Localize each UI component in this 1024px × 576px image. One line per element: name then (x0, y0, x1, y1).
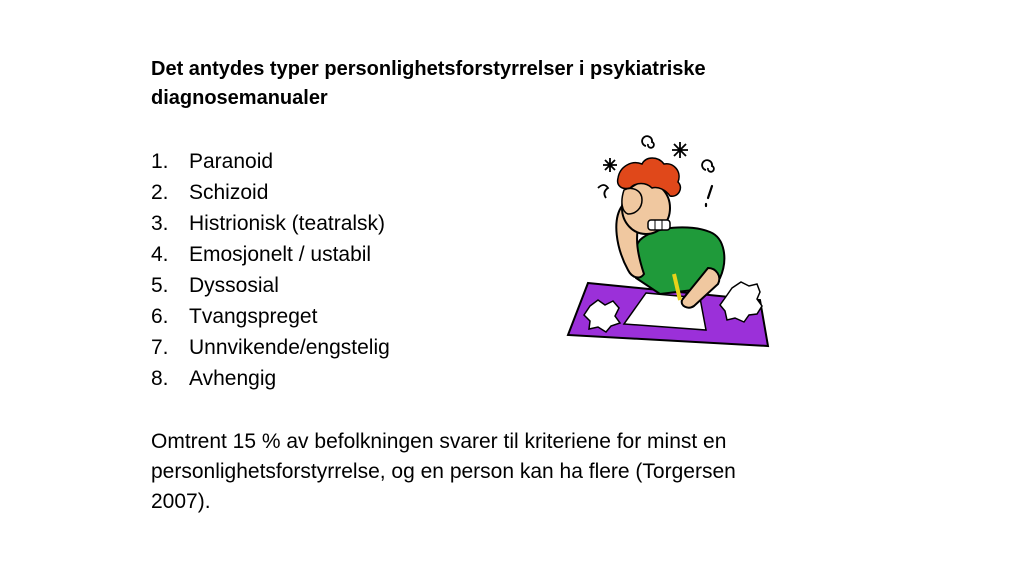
stressed-person-at-desk-icon (560, 128, 775, 350)
list-item-label: Emosjonelt / ustabil (189, 243, 372, 266)
mouth (648, 220, 670, 230)
spiral-right (702, 160, 714, 172)
slide-heading: Det antydes typer personlighetsforstyrrelser i psykiatriske diagnosemanualer (151, 58, 706, 109)
list-item-number: 2. (151, 181, 169, 204)
list-item-number: 1. (151, 150, 169, 173)
list-item-label: Dyssosial (189, 274, 279, 297)
list-item-label: Avhengig (189, 367, 277, 390)
list-item-number: 6. (151, 305, 169, 328)
squiggle-left (598, 185, 608, 198)
summary-paragraph: Omtrent 15 % av befolkningen svarer til kriteriene for minst en personlighetsforstyrrelse, og en person kan ha flere (Torgersen 2007). (151, 430, 736, 513)
list-item-number: 3. (151, 212, 169, 235)
exclamation-mark (706, 186, 712, 206)
list-item-label: Unnvikende/engstelig (189, 336, 390, 359)
star-top (672, 142, 688, 158)
list-item-number: 8. (151, 367, 169, 390)
list-item (151, 363, 791, 394)
list-item-number: 5. (151, 274, 169, 297)
list-item-label: Histrionisk (teatralsk) (189, 212, 386, 235)
star-left (603, 158, 617, 172)
list-item-number: 4. (151, 243, 169, 266)
list-item-label: Paranoid (189, 150, 274, 173)
list-item-label: Tvangspreget (189, 305, 318, 328)
spiral-top (642, 136, 654, 148)
list-item-number: 7. (151, 336, 169, 359)
list-item-label: Schizoid (189, 181, 269, 204)
